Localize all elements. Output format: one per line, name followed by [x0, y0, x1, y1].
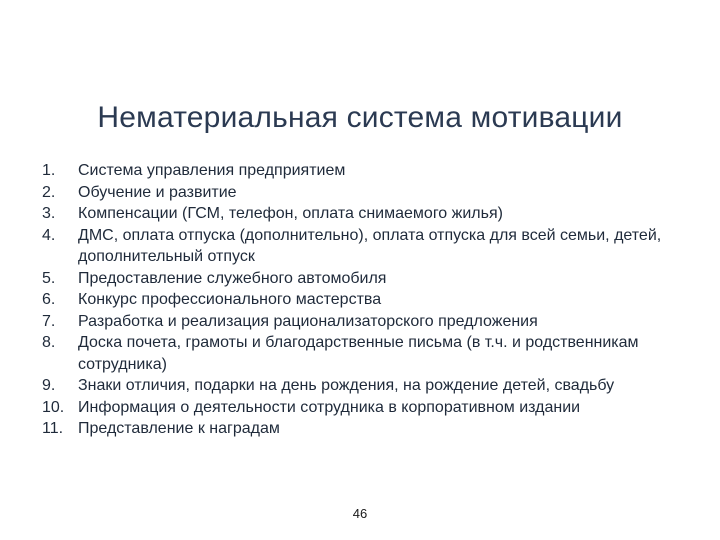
list-item-number: 5.: [42, 269, 56, 287]
list-item-text: Доска почета, грамоты и благодарственные письма (в т.ч. и родственникам сотрудника): [78, 334, 639, 373]
list-item: [42, 375, 682, 397]
list-item-text: Обучение и развитие: [78, 183, 237, 201]
list-item-number: 8.: [42, 334, 56, 351]
list-item: [42, 397, 682, 419]
list-item-number: 7.: [42, 312, 56, 330]
list-item-text: Предоставление служебного автомобиля: [78, 269, 387, 287]
list-item-number: 9.: [42, 377, 56, 394]
list-item-text: Компенсации (ГСМ, телефон, оплата снимаемого жилья): [78, 205, 503, 222]
list-item-text: Конкурс профессионального мастерства: [78, 291, 382, 308]
list-item-number: 3.: [42, 205, 56, 222]
list-item: [42, 289, 682, 311]
list-item: [42, 182, 682, 204]
list-item-text: Система управления предприятием: [78, 162, 346, 179]
motivation-list: [42, 160, 682, 440]
list-item: [42, 311, 682, 333]
list-item-text: Разработка и реализация рационализаторского предложения: [78, 312, 538, 330]
list-item: [42, 268, 682, 290]
list-item-number: 6.: [42, 291, 56, 308]
slide-title: Нематериальная система мотивации: [97, 101, 623, 134]
list-item-number: 2.: [42, 183, 56, 201]
list-item-text: Информация о деятельности сотрудника в корпоративном издании: [78, 398, 581, 416]
list-item-number: 10.: [42, 398, 65, 416]
list-item-number: 1.: [42, 162, 56, 179]
list-item: [42, 203, 682, 225]
list-item-text: Представление к наградам: [78, 420, 280, 437]
list-item: [42, 225, 682, 268]
list-item: [42, 418, 682, 440]
list-item-number: 11.: [42, 420, 64, 437]
list-item: [42, 332, 682, 375]
list-item-text: ДМС, оплата отпуска (дополнительно), оплата отпуска для всей семьи, детей, дополнительный отпуск: [78, 226, 662, 265]
page-number: 46: [352, 506, 368, 521]
list-item-text: Знаки отличия, подарки на день рождения, на рождение детей, свадьбу: [78, 377, 615, 394]
list-item: [42, 160, 682, 182]
list-item-number: 4.: [42, 226, 56, 244]
